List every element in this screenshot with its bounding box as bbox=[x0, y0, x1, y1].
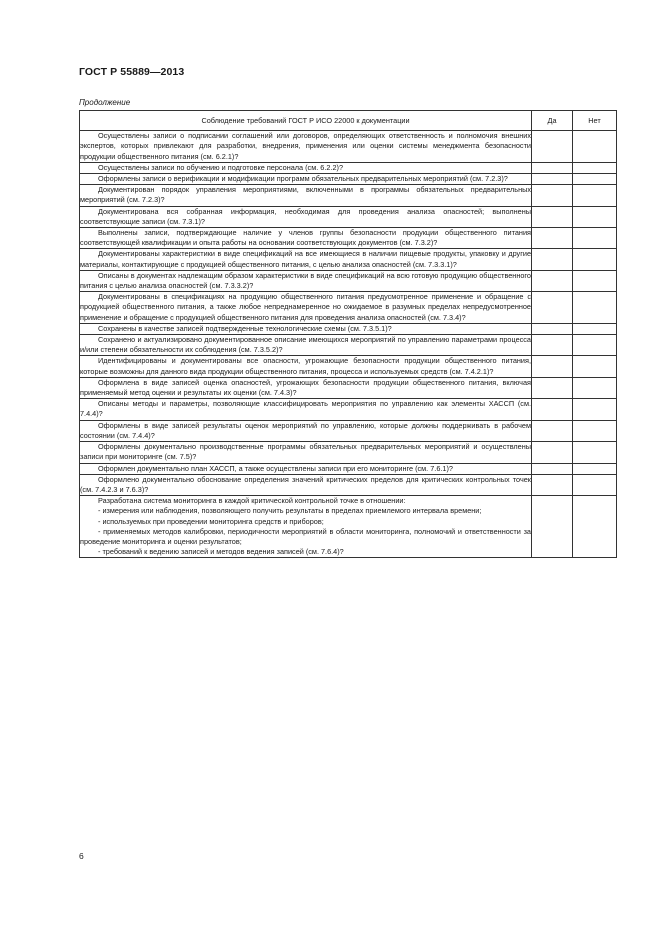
requirement-text: Выполнены записи, подтверждающие наличие у членов группы безопасности продукции общественного питания соответствующей квалификации и опыта работы на основании соответствующих документов (см. 7.3.2)? bbox=[80, 228, 531, 248]
column-header-requirement: Соблюдение требований ГОСТ Р ИСО 22000 к документации bbox=[80, 111, 532, 131]
table-row bbox=[80, 399, 617, 420]
table-header-row bbox=[80, 111, 617, 131]
yes-checkbox-cell[interactable] bbox=[532, 323, 573, 334]
table-row bbox=[80, 162, 617, 173]
yes-checkbox-cell[interactable] bbox=[532, 442, 573, 463]
compliance-checklist-table bbox=[79, 110, 617, 558]
requirement-text: Идентифицированы и документированы все опасности, угрожающие безопасности продукции общественного питания, которые возможны для данного вида продукции общественного питания, процесса и используемых средств (см. 7.4.2.1)? bbox=[80, 356, 531, 376]
yes-checkbox-cell[interactable] bbox=[532, 206, 573, 227]
yes-checkbox-cell[interactable] bbox=[532, 356, 573, 377]
requirement-text: Оформлен документально план ХАССП, а также осуществлены записи при его мониторинге (см. 7.6.1)? bbox=[98, 463, 453, 473]
requirement-cell bbox=[80, 131, 532, 163]
requirement-cell bbox=[80, 463, 532, 474]
table-row bbox=[80, 463, 617, 474]
requirement-text: Оформлена в виде записей оценка опасностей, угрожающих безопасности продукции общественного питания, включая применяемый метод оценки и результаты их оценки (см. 7.4.3)? bbox=[80, 377, 531, 398]
table-row bbox=[80, 377, 617, 398]
yes-checkbox-cell[interactable] bbox=[532, 228, 573, 249]
table-row bbox=[80, 496, 617, 558]
requirement-list-item: - требований к ведению записей и методов ведения записей (см. 7.6.4)? bbox=[98, 547, 344, 557]
no-checkbox-cell[interactable] bbox=[573, 420, 617, 441]
table-body bbox=[80, 131, 617, 558]
no-checkbox-cell[interactable] bbox=[573, 162, 617, 173]
no-checkbox-cell[interactable] bbox=[573, 474, 617, 495]
no-checkbox-cell[interactable] bbox=[573, 335, 617, 356]
requirement-cell bbox=[80, 292, 532, 324]
yes-checkbox-cell[interactable] bbox=[532, 185, 573, 206]
table-row bbox=[80, 474, 617, 495]
column-header-yes: Да bbox=[532, 111, 573, 131]
requirement-text: Оформлены записи о верификации и модификации программ обязательных предварительных мероприятий (см. 7.2.3)? bbox=[98, 174, 508, 184]
requirement-cell bbox=[80, 335, 532, 356]
yes-checkbox-cell[interactable] bbox=[532, 162, 573, 173]
no-checkbox-cell[interactable] bbox=[573, 292, 617, 324]
requirement-text: Оформлены в виде записей результаты оценок мероприятий по управлению, которые должны поддерживать в рабочем состоянии (см. 7.4.4)? bbox=[80, 420, 531, 440]
column-header-no: Нет bbox=[573, 111, 617, 131]
table-row bbox=[80, 185, 617, 206]
requirement-text: Осуществлены записи по обучению и подготовке персонала (см. 6.2.2)? bbox=[98, 162, 343, 172]
table-row bbox=[80, 323, 617, 334]
requirement-cell bbox=[80, 474, 532, 495]
requirement-text: Оформлено документально обоснование определения значений критических пределов для критических контрольных точек (см. 7.4.2.3 и 7.6.3)? bbox=[80, 474, 531, 494]
requirement-text: Описаны в документах надлежащим образом характеристики в виде спецификаций на всю готовую продукцию общественного питания с целью анализа опасностей (см. 7.3.3.2)? bbox=[80, 270, 531, 291]
table-row bbox=[80, 228, 617, 249]
requirement-cell bbox=[80, 174, 532, 185]
page-number: 6 bbox=[79, 851, 84, 861]
requirement-cell bbox=[80, 420, 532, 441]
requirement-cell bbox=[80, 185, 532, 206]
requirement-cell bbox=[80, 377, 532, 398]
yes-checkbox-cell[interactable] bbox=[532, 174, 573, 185]
requirement-cell bbox=[80, 442, 532, 463]
table-row bbox=[80, 270, 617, 291]
requirement-text: Осуществлены записи о подписании соглашений или договоров, определяющих ответственность и полномочия внешних экспертов, которых привлекают для разработки, внедрения, применения или оценки системы менеджмента безопасности продукции общественного питания (см. 6.2.1)? bbox=[80, 131, 531, 161]
table-row bbox=[80, 356, 617, 377]
requirement-text: Документированы в спецификациях на продукцию общественного питания предусмотренное применение и обращение с продукцией общественного питания, а также любое непреднамеренное но ожидаемое в разумных пределах непредусмотренное применение и обращение с продукцией общественного питания для проведения анализа опасностей (см. 7.3.4)? bbox=[80, 292, 531, 322]
no-checkbox-cell[interactable] bbox=[573, 174, 617, 185]
table-row bbox=[80, 131, 617, 163]
requirement-text: Оформлены документально производственные программы обязательных предварительных мероприятий и осуществлены записи при мониторинге (см. 7.5)? bbox=[80, 442, 531, 462]
requirement-text: Сохранены в качестве записей подтвержденные технологические схемы (см. 7.3.5.1)? bbox=[98, 323, 392, 333]
table-row bbox=[80, 174, 617, 185]
requirement-cell bbox=[80, 206, 532, 227]
requirement-cell bbox=[80, 399, 532, 420]
yes-checkbox-cell[interactable] bbox=[532, 399, 573, 420]
requirement-text: Разработана система мониторинга в каждой критической контрольной точке в отношении: bbox=[98, 496, 406, 506]
requirement-cell bbox=[80, 162, 532, 173]
yes-checkbox-cell[interactable] bbox=[532, 420, 573, 441]
no-checkbox-cell[interactable] bbox=[573, 185, 617, 206]
requirement-cell bbox=[80, 249, 532, 270]
no-checkbox-cell[interactable] bbox=[573, 463, 617, 474]
yes-checkbox-cell[interactable] bbox=[532, 270, 573, 291]
no-checkbox-cell[interactable] bbox=[573, 131, 617, 163]
yes-checkbox-cell[interactable] bbox=[532, 335, 573, 356]
document-code: ГОСТ Р 55889—2013 bbox=[79, 66, 185, 78]
yes-checkbox-cell[interactable] bbox=[532, 377, 573, 398]
no-checkbox-cell[interactable] bbox=[573, 228, 617, 249]
requirement-cell bbox=[80, 323, 532, 334]
requirement-cell bbox=[80, 356, 532, 377]
table-row bbox=[80, 442, 617, 463]
yes-checkbox-cell[interactable] bbox=[532, 292, 573, 324]
table-row bbox=[80, 206, 617, 227]
requirement-list-item: - измерения или наблюдения, позволяющего получить результаты в пределах приемлемого интервала времени; bbox=[98, 506, 482, 516]
no-checkbox-cell[interactable] bbox=[573, 496, 617, 558]
requirement-list-item: - применяемых методов калибровки, периодичности мероприятий в области мониторинга, полномочий и ответственности за проведение мониторинга и оценки результатов; bbox=[80, 526, 531, 546]
yes-checkbox-cell[interactable] bbox=[532, 131, 573, 163]
table-row bbox=[80, 335, 617, 356]
requirement-text: Документированы характеристики в виде спецификаций на все имеющиеся в наличии пищевые продукты, упаковку и другие материалы, контактирующие с продукцией общественного питания, с целью анализа опасностей (см. 7.3.3.1)? bbox=[80, 249, 531, 269]
continuation-label: Продолжение bbox=[79, 98, 131, 107]
requirement-cell bbox=[80, 270, 532, 291]
no-checkbox-cell[interactable] bbox=[573, 356, 617, 377]
no-checkbox-cell[interactable] bbox=[573, 377, 617, 398]
table-row bbox=[80, 249, 617, 270]
requirement-cell bbox=[80, 496, 532, 558]
yes-checkbox-cell[interactable] bbox=[532, 474, 573, 495]
no-checkbox-cell[interactable] bbox=[573, 442, 617, 463]
requirement-list-item: - используемых при проведении мониторинга средств и приборов; bbox=[98, 516, 324, 526]
yes-checkbox-cell[interactable] bbox=[532, 249, 573, 270]
requirement-text: Документирован порядок управления мероприятиями, включенными в программы обязательных предварительных мероприятий (см. 7.2.3)? bbox=[80, 185, 531, 205]
table-row bbox=[80, 420, 617, 441]
requirement-cell bbox=[80, 228, 532, 249]
yes-checkbox-cell[interactable] bbox=[532, 496, 573, 558]
no-checkbox-cell[interactable] bbox=[573, 399, 617, 420]
no-checkbox-cell[interactable] bbox=[573, 206, 617, 227]
requirement-text: Сохранено и актуализировано документированное описание имеющихся мероприятий по управлению параметрами процесса и/или степени обязательности их соблюдения (см. 7.3.5.2)? bbox=[80, 335, 531, 355]
requirement-text: Документирована вся собранная информация, необходимая для проведения анализа опасностей; выполнены соответствующие записи (см. 7.3.1)? bbox=[80, 206, 531, 226]
yes-checkbox-cell[interactable] bbox=[532, 463, 573, 474]
requirement-text: Описаны методы и параметры, позволяющие классифицировать мероприятия по управлению как элементы ХАССП (см. 7.4.4)? bbox=[80, 399, 531, 419]
no-checkbox-cell[interactable] bbox=[573, 249, 617, 270]
no-checkbox-cell[interactable] bbox=[573, 270, 617, 291]
table-row bbox=[80, 292, 617, 324]
no-checkbox-cell[interactable] bbox=[573, 323, 617, 334]
